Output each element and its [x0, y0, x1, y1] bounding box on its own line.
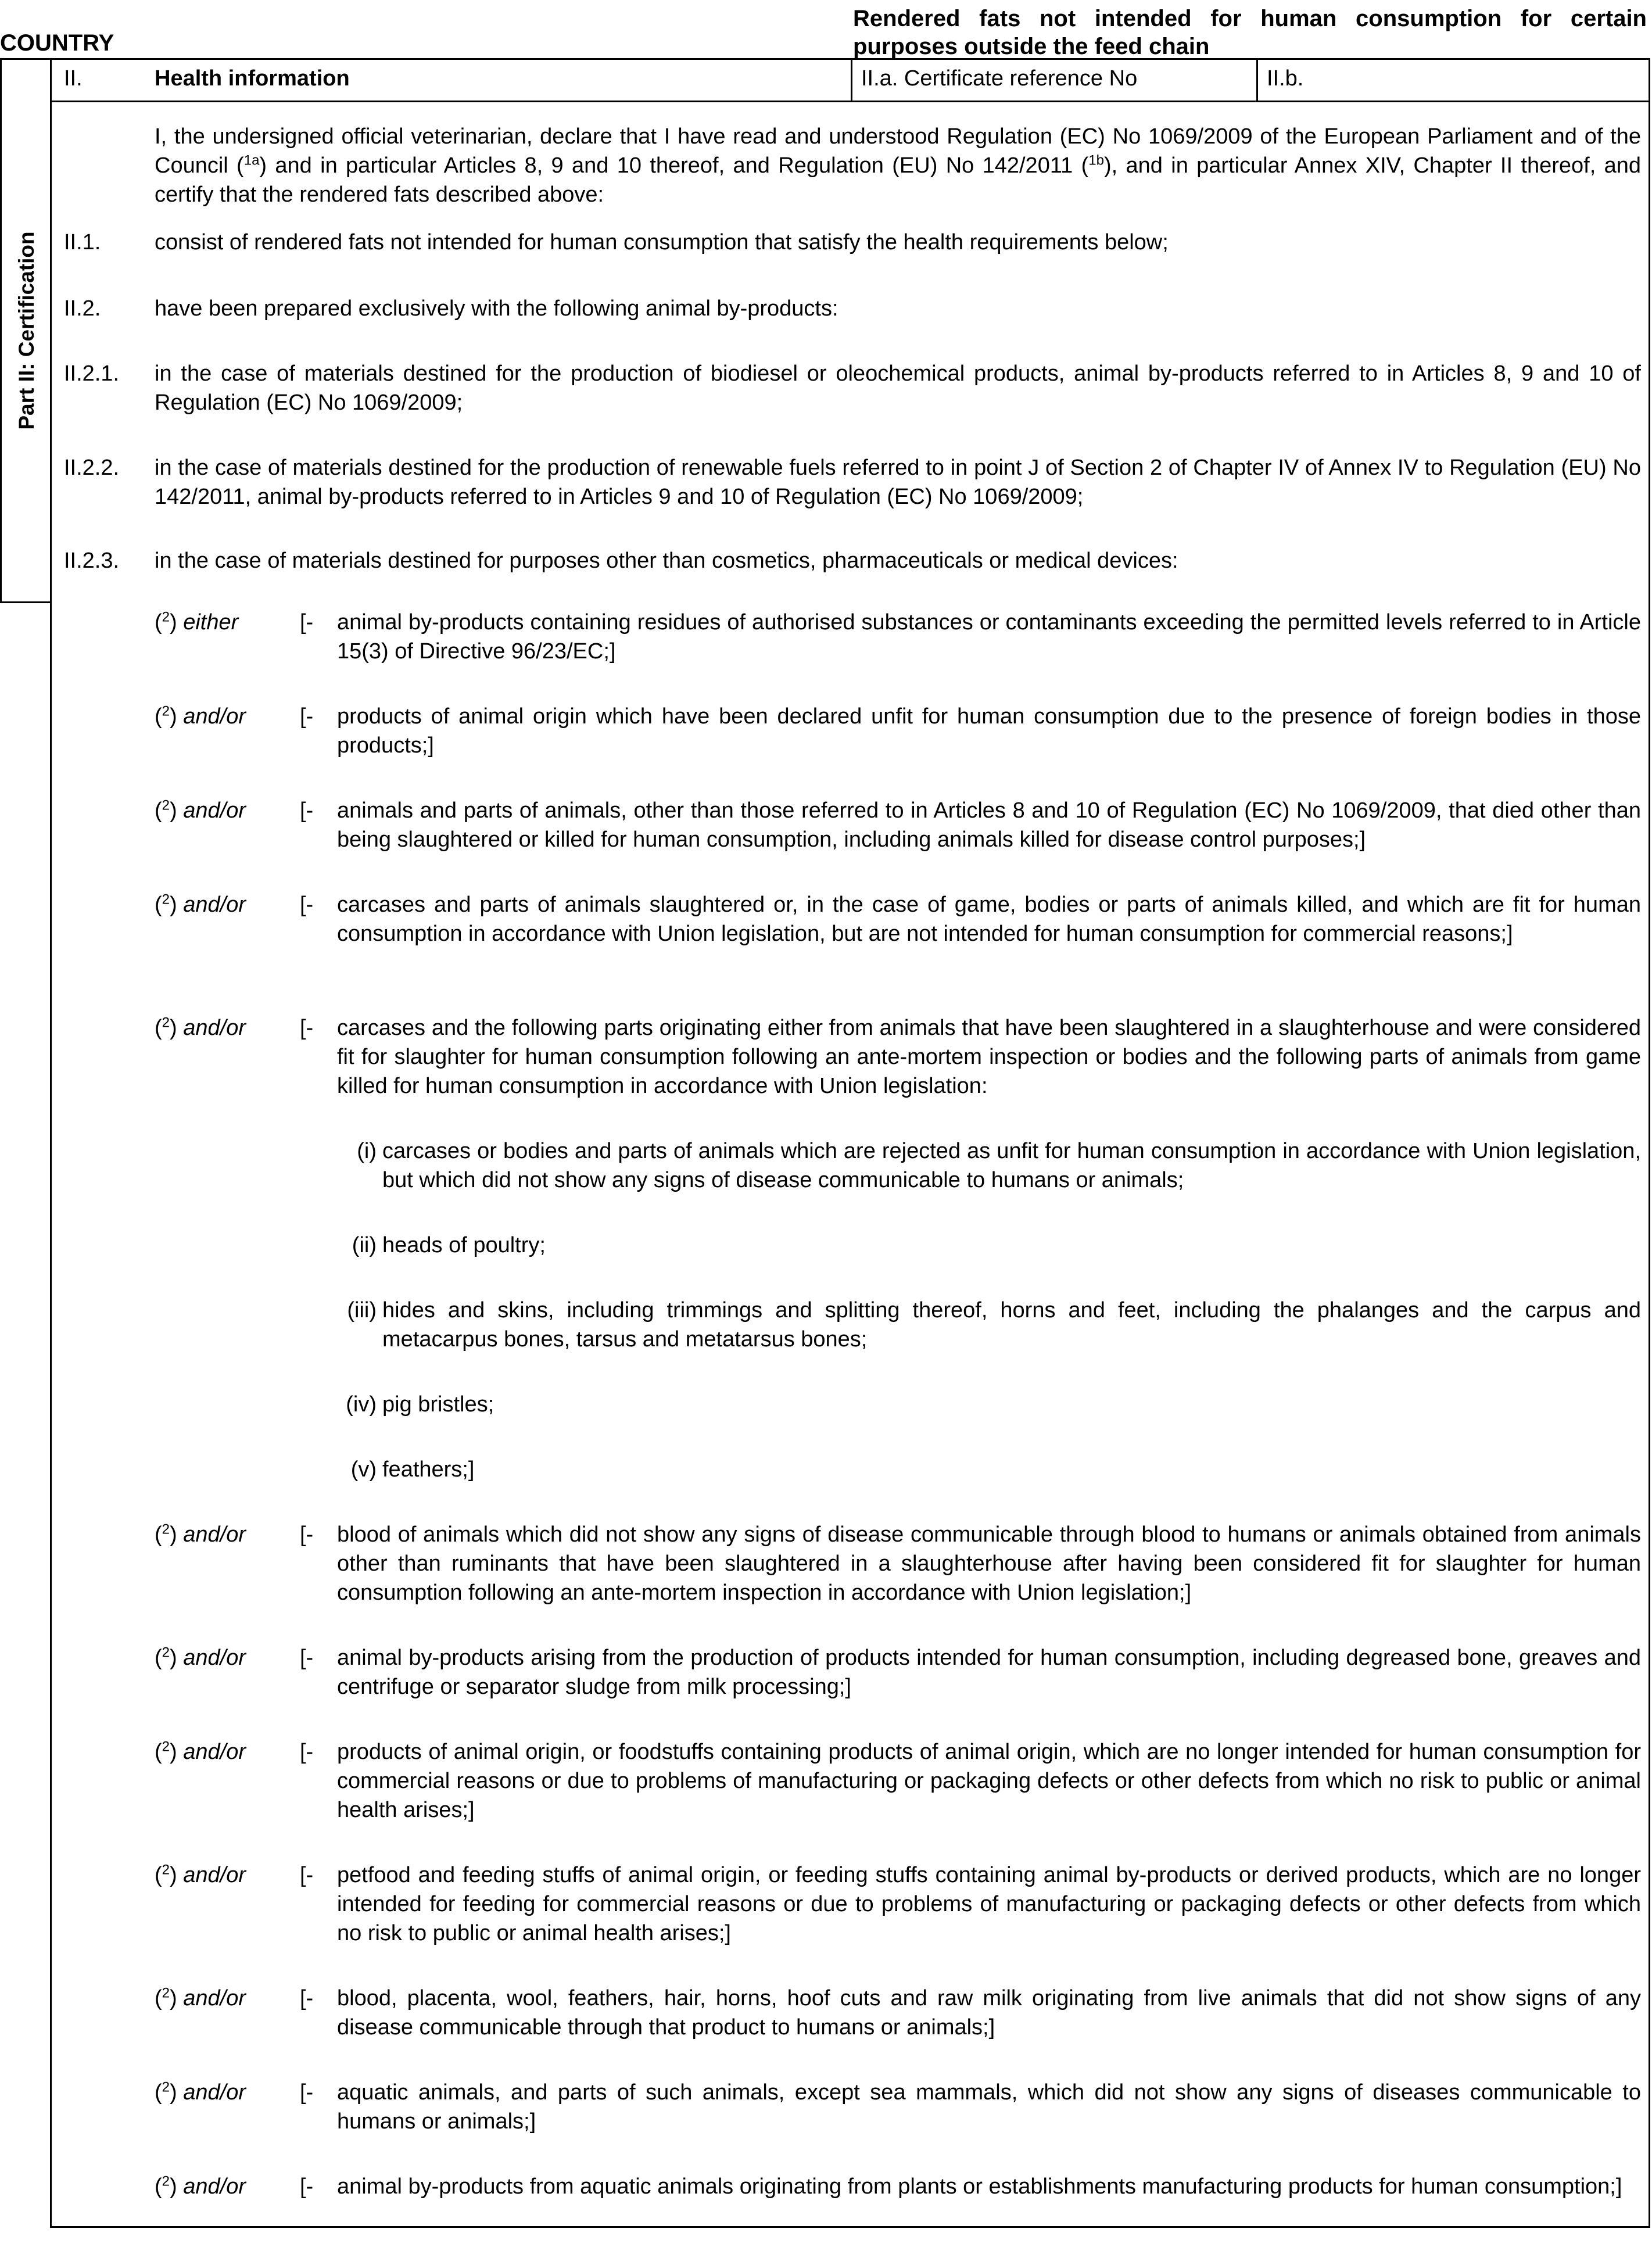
point-number: II.2.: [64, 296, 101, 321]
option-bracket: [-: [300, 1740, 314, 1764]
point-text: in the case of materials destined for the production of biodiesel or oleochemical products, animal by-products referred to in Articles 8, 9 and 10 of Regulation (EC) No 1069/2009;: [155, 361, 1641, 415]
option-qualifier: ($^2$) and/or: [155, 1862, 246, 1887]
option-text: animal by-products from aquatic animals originating from plants or establishments manufacturing products for human consumption;]: [337, 2174, 1622, 2199]
part-label: Part II: Certification: [15, 231, 38, 430]
point-text: consist of rendered fats not intended for human consumption that satisfy the health requirements below;: [155, 230, 1169, 255]
option-text: products of animal origin which have been declared unfit for human consumption due to the presence of foreign bodies in those products;]: [337, 704, 1641, 758]
option-bracket: [-: [300, 798, 314, 823]
subitem-text: carcases or bodies and parts of animals which are rejected as unfit for human consumption in accordance with Union legislation, but which did not show any signs of disease communicable to humans or animals;: [382, 1139, 1641, 1192]
side-tab: [0, 58, 50, 603]
certificate-reference-field[interactable]: II.a. Certificate reference No: [861, 66, 1138, 91]
point-number: II.2.2.: [64, 456, 120, 480]
table-header-row: [50, 58, 1650, 102]
subitem-number: (ii): [352, 1233, 377, 1257]
option-text: blood, placenta, wool, feathers, hair, horns, hoof cuts and raw milk originating from live animals that did not show signs of any disease communicable through that product to humans or animals;]: [337, 1986, 1641, 2040]
option-text: aquatic animals, and parts of such animals, except sea mammals, which did not show any signs of diseases communicable to humans or animals;]: [337, 2080, 1641, 2134]
option-bracket: [-: [300, 2080, 314, 2105]
option-qualifier: ($^2$) and/or: [155, 2173, 246, 2199]
certificate-title: Rendered fats not intended for human consumption for certain purposes outside the feed chain: [853, 6, 1647, 59]
option-bracket: [-: [300, 1522, 314, 1547]
option-qualifier: ($^2$) and/or: [155, 1521, 246, 1547]
option-qualifier: ($^2$) and/or: [155, 1644, 246, 1670]
option-bracket: [-: [300, 704, 314, 729]
option-bracket: [-: [300, 1986, 314, 2010]
point-text: have been prepared exclusively with the following animal by-products:: [155, 296, 838, 321]
option-qualifier: ($^2$) and/or: [155, 797, 246, 823]
option-qualifier: ($^2$) and/or: [155, 891, 246, 917]
option-qualifier: ($^2$) and/or: [155, 1015, 246, 1040]
option-bracket: [-: [300, 1863, 314, 1887]
point-number: II.1.: [64, 230, 101, 255]
subitem-number: (i): [357, 1139, 377, 1163]
option-bracket: [-: [300, 2174, 314, 2199]
subitem-text: feathers;]: [382, 1457, 475, 1482]
option-bracket: [-: [300, 610, 314, 635]
subitem-text: hides and skins, including trimmings and splitting thereof, horns and feet, including the phalanges and the carpus and metacarpus bones, tarsus and metatarsus bones;: [382, 1298, 1641, 1352]
option-text: animals and parts of animals, other than those referred to in Articles 8 and 10 of Regulation (EC) No 1069/2009, that died other than being slaughtered or killed for human consumption, including animals killed for disease control purposes;]: [337, 798, 1641, 852]
section-title: Health information: [155, 66, 350, 91]
point-number: II.2.1.: [64, 361, 120, 386]
declaration-paragraph: I, the undersigned official veterinarian, declare that I have read and understood Regulation (EC) No 1069/2009 of the European Parliament and of the Council ($^{1a}$) and in particular Articles 8, 9 and 10 thereof, and Regulation (EU) No 142/2011 ($^{1b}$), and in particular Annex XIV, Chapter II thereof, and certify that the rendered fats described above:: [155, 124, 1641, 207]
subitem-text: pig bristles;: [382, 1392, 494, 1417]
option-bracket: [-: [300, 1016, 314, 1040]
header-divider: [1256, 58, 1258, 102]
option-qualifier: ($^2$) and/or: [155, 703, 246, 729]
subitem-number: (iv): [346, 1392, 377, 1417]
point-text: in the case of materials destined for purposes other than cosmetics, pharmaceuticals or medical devices:: [155, 549, 1178, 573]
country-label: COUNTRY: [0, 30, 114, 56]
option-text: blood of animals which did not show any signs of disease communicable through blood to humans or animals obtained from animals other than ruminants that have been slaughtered in a slaughterhouse after having been considered fit for slaughter for human consumption following an ante-mortem inspection in accordance with Union legislation;]: [337, 1522, 1641, 1605]
subitem-number: (v): [350, 1457, 377, 1482]
subitem-text: heads of poultry;: [382, 1233, 546, 1257]
subitem-number: (iii): [347, 1298, 377, 1323]
option-qualifier: ($^2$) and/or: [155, 2079, 246, 2105]
option-text: animal by-products arising from the production of products intended for human consumption, including degreased bone, greaves and centrifuge or separator sludge from milk processing;]: [337, 1646, 1641, 1699]
field-iib[interactable]: II.b.: [1267, 66, 1304, 91]
option-text: animal by-products containing residues of authorised substances or contaminants exceeding the permitted levels referred to in Article 15(3) of Directive 96/23/EC;]: [337, 610, 1641, 664]
point-number: II.2.3.: [64, 549, 120, 573]
option-qualifier: ($^2$) and/or: [155, 1739, 246, 1764]
option-bracket: [-: [300, 893, 314, 917]
option-qualifier: ($^2$) either: [155, 609, 239, 635]
option-text: carcases and parts of animals slaughtered or, in the case of game, bodies or parts of animals killed, and which are fit for human consumption in accordance with Union legislation, but are not intended for human consumption for commercial reasons;]: [337, 893, 1641, 946]
option-bracket: [-: [300, 1646, 314, 1670]
section-number: II.: [64, 66, 83, 91]
option-text: carcases and the following parts originating either from animals that have been slaughtered in a slaughterhouse and were considered fit for slaughter for human consumption following an ante-mortem inspection or bodies and the following parts of animals from game killed for human consumption in accordance with Union legislation:: [337, 1016, 1641, 1098]
option-qualifier: ($^2$) and/or: [155, 1985, 246, 2010]
point-text: in the case of materials destined for the production of renewable fuels referred to in point J of Section 2 of Chapter IV of Annex IV to Regulation (EU) No 142/2011, animal by-products referred to in Articles 9 and 10 of Regulation (EC) No 1069/2009;: [155, 456, 1641, 509]
option-text: products of animal origin, or foodstuffs containing products of animal origin, which are no longer intended for human consumption for commercial reasons or due to problems of manufacturing or packaging defects or other defects from which no risk to public or animal health arises;]: [337, 1740, 1641, 1822]
header-divider: [851, 58, 852, 102]
option-text: petfood and feeding stuffs of animal origin, or feeding stuffs containing animal by-products or derived products, which are no longer intended for feeding for commercial reasons or due to problems of manufacturing or packaging defects or other defects from which no risk to public or animal health arises;]: [337, 1863, 1641, 1945]
